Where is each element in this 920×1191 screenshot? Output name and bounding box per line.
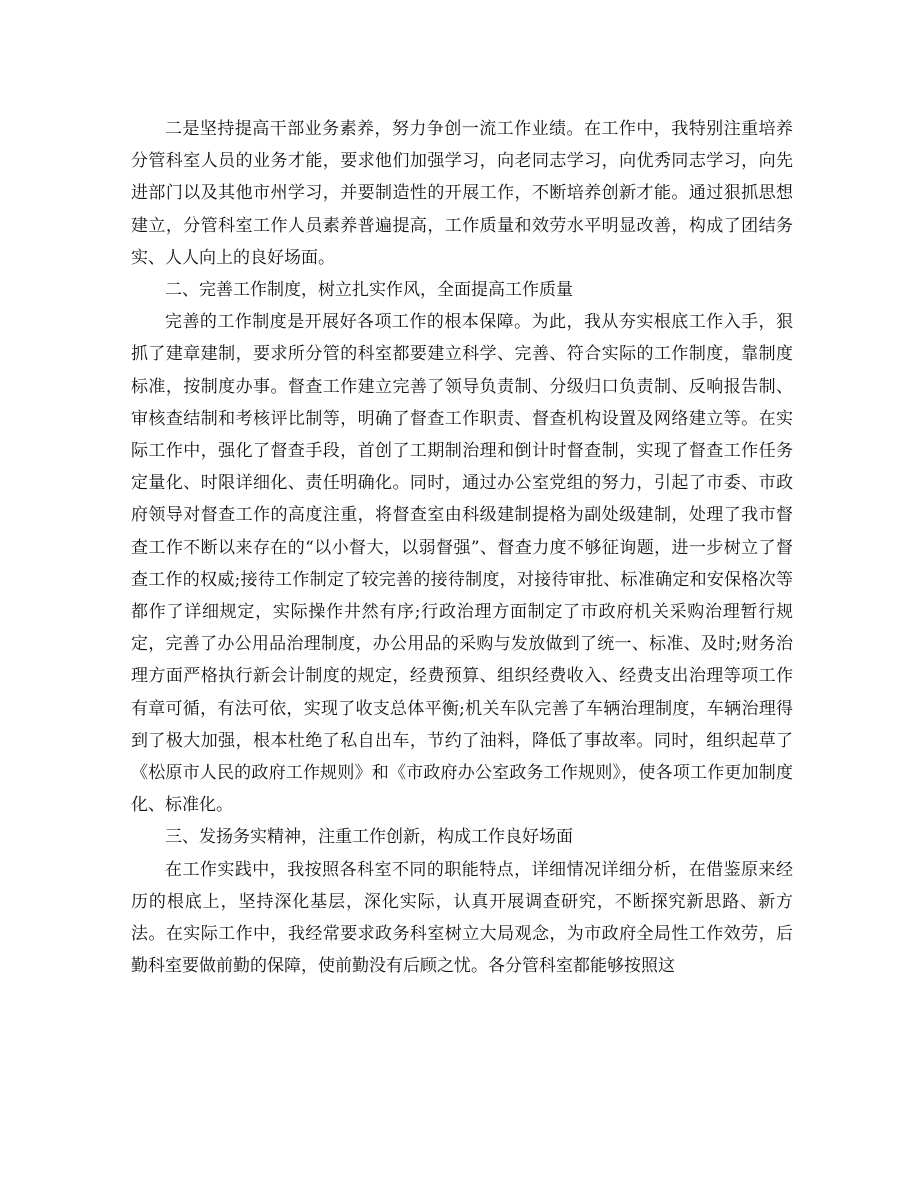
section-heading-pragmatic-spirit: 三、发扬务实精神，注重工作创新，构成工作良好场面 bbox=[165, 827, 573, 848]
document-body bbox=[131, 113, 793, 982]
paragraph-work-practice: 在工作实践中，我按照各科室不同的职能特点，详细情况详细分析，在借鉴原来经历的根底上，坚持深化基层，深化实际，认真开展调查研究，不断探究新思路、新方法。在实际工作中，我经常要求政务科室树立大局观念，为市政府全局性工作效劳，后勤科室要做前勤的保障，使前勤没有后顾之忧。各分管科室都能够按照这 bbox=[131, 859, 793, 977]
section-heading-work-system: 二、完善工作制度，树立扎实作风，全面提高工作质量 bbox=[165, 280, 573, 301]
paragraph-work-system: 完善的工作制度是开展好各项工作的根本保障。为此，我从夯实根底工作入手，狠抓了建章建制，要求所分管的科室都要建立科学、完善、符合实际的工作制度，靠制度标准，按制度办事。督查工作建立完善了领导负责制、分级归口负责制、反响报告制、审核查结制和考核评比制等，明确了督查工作职责、督查机构设置及网络建立等。在实际工作中，强化了督查手段，首创了工期制治理和倒计时督查制，实现了督查工作任务定量化、时限详细化、责任明确化。同时，通过办公室党组的努力，引起了市委、市政府领导对督查工作的高度注重，将督查室由科级建制提格为副处级建制，处理了我市督查工作不断以来存在的“以小督大，以弱督强”、督查力度不够征询题，进一步树立了督查工作的权威;接待工作制定了较完善的接待制度，对接待审批、标准确定和安保格次等都作了详细规定，实际操作井然有序;行政治理方面制定了市政府机关采购治理暂行规定，完善了办公用品治理制度，办公用品的采购与发放做到了统一、标准、及时;财务治理方面严格执行新会计制度的规定，经费预算、组织经费收入、经费支出治理等项工作有章可循，有法可依，实现了收支总体平衡;机关车队完善了车辆治理制度，车辆治理得到了极大加强，根本杜绝了私自出车，节约了油料，降低了事故率。同时，组织起草了《松原市人民的政府工作规则》和《市政府办公室政务工作规则》，使各项工作更加制度化、标准化。 bbox=[131, 312, 793, 816]
paragraph-cadre-quality: 二是坚持提高干部业务素养，努力争创一流工作业绩。在工作中，我特别注重培养分管科室人员的业务才能，要求他们加强学习，向老同志学习，向优秀同志学习，向先进部门以及其他市州学习，并要制造性的开展工作，不断培养创新才能。通过狠抓思想建立，分管科室工作人员素养普遍提高，工作质量和效劳水平明显改善，构成了团结务实、人人向上的良好场面。 bbox=[131, 119, 793, 268]
